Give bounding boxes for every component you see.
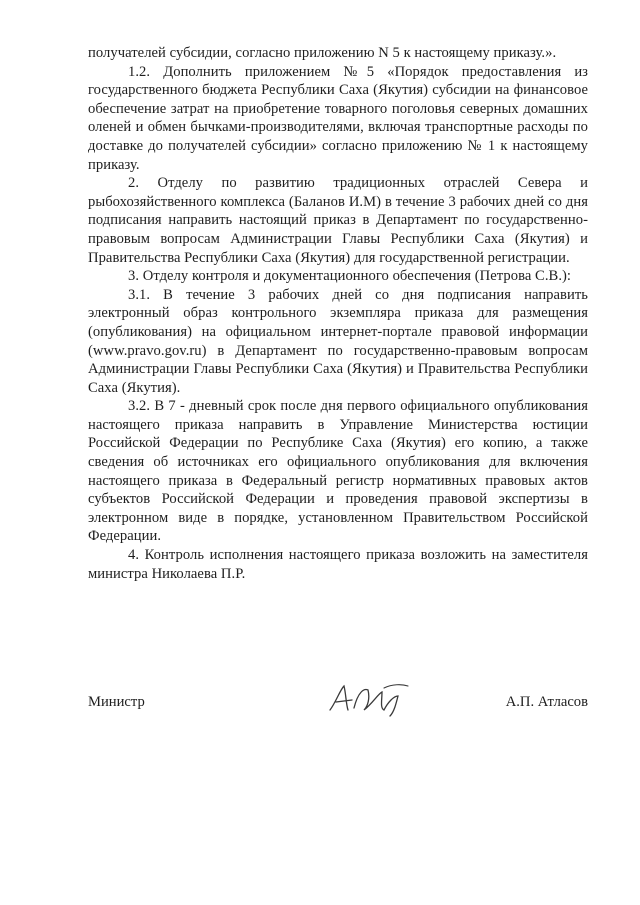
paragraph-3-2: 3.2. В 7 - дневный срок после дня первого официального опубликования настоящего приказа направить в Управление Министерства юстиции Российской Федерации по Республике Саха (Якутия) его копию, а также сведения об источниках его официального опубликования для включения настоящего приказа в Федеральный регистр нормативных правовых актов субъектов Российской Федерации и проведения правовой экспертизы в электронном виде в порядке, установленном Правительством Российской Федерации. <box>88 398 588 545</box>
signatory-name: А.П. Атласов <box>505 694 588 710</box>
paragraph-continuation: получателей субсидии, согласно приложению N 5 к настоящему приказу.». <box>88 45 557 61</box>
signature-block <box>88 690 588 720</box>
paragraph-1-2: 1.2. Дополнить приложением №5 «Порядок предоставления из государственного бюджета Республики Саха (Якутия) субсидии на финансовое обеспечение затрат на приобретение товарного поголовья северных домашних оленей и обмен бычками-производителями, включая транспортные расходы по доставке до получателей субсидии» согласно приложению № 1 к настоящему приказу. <box>88 63 588 173</box>
document-body <box>88 44 588 583</box>
paragraph-4: 4. Контроль исполнения настоящего приказа возложить на заместителя министра Николаева П.Р. <box>88 547 588 582</box>
paragraph-2: 2. Отделу по развитию традиционных отраслей Севера и рыбохозяйственного комплекса (Баланов И.М) в течение 3 рабочих дней со дня подписания направить настоящий приказ в Департамент по государственно-правовым вопросам Администрации Главы Республики Саха (Якутия) и Правительства Республики Саха (Якутия) для государственной регистрации. <box>88 175 588 266</box>
signatory-title: Министр <box>88 694 145 710</box>
paragraph-3-1: 3.1. В течение 3 рабочих дней со дня подписания направить электронный образ контрольного экземпляра приказа для размещения (опубликования) на официальном интернет-портале правовой информации (www.pravo.gov.ru) в Департамент по государственно-правовым вопросам Администрации Главы Республики Саха (Якутия) и Правительства Республики Саха (Якутия). <box>88 286 588 396</box>
handwritten-signature <box>324 680 414 720</box>
paragraph-3: 3. Отделу контроля и документационного обеспечения (Петрова С.В.): <box>128 268 572 285</box>
